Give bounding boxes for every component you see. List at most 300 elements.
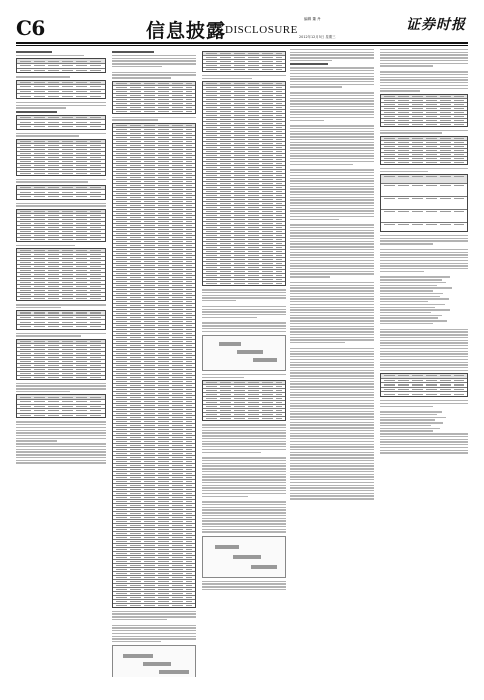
text-line [202, 493, 286, 494]
chart-bar [219, 342, 241, 346]
text-line [380, 238, 468, 239]
text-line [380, 74, 468, 75]
text-line [290, 70, 374, 71]
text-line [290, 323, 374, 324]
text-line [290, 243, 374, 244]
text-line [202, 374, 286, 375]
table-row [17, 69, 105, 73]
text-line [202, 531, 286, 532]
text-line [16, 383, 106, 384]
text-line [290, 54, 374, 55]
text-line [380, 77, 468, 78]
text-line [112, 641, 161, 642]
text-line [290, 230, 374, 231]
text-line [290, 81, 374, 82]
data-table [16, 80, 106, 99]
text-line [290, 150, 374, 151]
text-line [290, 328, 374, 329]
data-table [16, 58, 106, 73]
chart-bar [233, 555, 261, 559]
table-row [17, 414, 105, 418]
chart-bar [123, 654, 153, 658]
text-line [202, 424, 286, 425]
chart-bar [237, 350, 263, 354]
text-line [290, 290, 374, 291]
text-line [112, 613, 196, 614]
text-line [380, 88, 468, 89]
text-line [290, 142, 374, 143]
text-line [290, 378, 374, 379]
text-line [380, 132, 442, 133]
text-line [290, 331, 374, 332]
text-line [290, 375, 374, 376]
text-line [380, 63, 468, 64]
text-line [290, 84, 374, 85]
text-line [290, 103, 374, 104]
text-line [380, 79, 468, 80]
text-line [290, 128, 374, 129]
masthead [16, 14, 468, 42]
table-row [203, 282, 285, 285]
text-line [112, 627, 196, 628]
table-row [381, 123, 467, 126]
text-line [290, 216, 374, 217]
text-line [16, 438, 106, 439]
column-5 [380, 49, 468, 677]
text-line [290, 260, 374, 261]
text-line [380, 400, 468, 401]
text-line [290, 213, 374, 214]
text-line [380, 422, 443, 423]
masthead-rule [16, 42, 468, 44]
text-line [290, 449, 374, 450]
text-line [112, 636, 196, 637]
text-line [380, 430, 433, 431]
text-line [290, 342, 345, 343]
text-line [290, 161, 374, 162]
data-table [16, 248, 106, 301]
text-line [202, 300, 236, 301]
text-line [290, 457, 374, 458]
text-line [290, 208, 374, 209]
text-line [290, 111, 374, 112]
text-line [290, 114, 374, 115]
data-table [202, 51, 286, 72]
table-row [17, 172, 105, 175]
text-line [380, 271, 424, 272]
text-line [290, 100, 374, 101]
text-line [290, 73, 374, 74]
text-line [380, 57, 468, 58]
text-line [202, 518, 286, 519]
text-line [16, 421, 106, 422]
text-line [16, 454, 106, 455]
text-line [112, 77, 171, 78]
text-line [202, 435, 286, 436]
text-line [202, 474, 286, 475]
text-line [380, 342, 468, 343]
text-line [290, 493, 374, 494]
text-line [202, 463, 286, 464]
text-line [16, 205, 106, 206]
table-row [17, 238, 105, 241]
text-line [290, 334, 374, 335]
table-row [381, 392, 467, 396]
text-line [290, 241, 374, 242]
text-line [290, 397, 374, 398]
text-line [290, 257, 374, 258]
text-line [290, 246, 374, 247]
text-line [380, 254, 468, 255]
text-line [290, 224, 374, 225]
text-line [290, 403, 374, 404]
text-line [16, 304, 106, 305]
text-line [290, 205, 374, 206]
text-line [380, 276, 450, 277]
text-line [380, 54, 468, 55]
text-line [202, 449, 286, 450]
newspaper-logo: 证券时报 [406, 17, 466, 33]
table-row [17, 325, 105, 329]
text-line [290, 315, 374, 316]
text-line [202, 468, 286, 469]
text-line [380, 90, 420, 91]
text-line [290, 254, 374, 255]
text-line [290, 117, 374, 118]
text-line [202, 377, 244, 378]
date-line: 2012年12月5日 星期三 [299, 35, 336, 39]
table-row [381, 223, 467, 231]
text-line [290, 337, 374, 338]
text-line [290, 175, 374, 176]
text-line [290, 411, 374, 412]
text-line [290, 419, 374, 420]
text-line [16, 451, 106, 452]
text-line [202, 509, 286, 510]
text-line [380, 240, 468, 241]
text-line [290, 263, 374, 264]
text-line [290, 147, 374, 148]
table-row [381, 161, 467, 164]
text-line [380, 268, 468, 269]
data-table [380, 94, 468, 127]
text-line [202, 322, 286, 323]
text-line [16, 424, 106, 425]
text-line [380, 320, 447, 321]
text-line [202, 589, 286, 590]
text-line [112, 625, 196, 626]
data-table [380, 174, 468, 232]
text-line [16, 449, 106, 450]
text-line [380, 85, 468, 86]
text-line [290, 441, 374, 442]
text-line [290, 178, 374, 179]
text-line [290, 172, 374, 173]
text-line [290, 92, 374, 93]
data-table [112, 81, 196, 114]
text-line [16, 457, 106, 458]
data-table [16, 209, 106, 242]
text-line [202, 289, 286, 290]
text-line [290, 199, 374, 200]
text-line [380, 82, 468, 83]
text-line [380, 411, 442, 412]
text-line [290, 191, 374, 192]
text-line [290, 98, 374, 99]
text-line [202, 457, 286, 458]
text-line [290, 232, 374, 233]
text-line [202, 75, 286, 76]
text-line [202, 471, 286, 472]
text-line [380, 243, 433, 244]
flow-chart-image [202, 536, 286, 578]
text-line [380, 249, 468, 250]
text-line [290, 490, 374, 491]
text-line [290, 392, 374, 393]
text-line [202, 520, 286, 521]
text-line [290, 452, 374, 453]
text-line [290, 301, 374, 302]
text-line [202, 328, 286, 329]
text-line [290, 485, 374, 486]
text-line [16, 462, 106, 463]
text-line [290, 386, 374, 387]
text-line [202, 490, 286, 491]
text-line [380, 351, 468, 352]
text-line [290, 372, 374, 373]
text-line [16, 333, 106, 334]
text-line [380, 263, 468, 264]
process-chart-image [202, 335, 286, 371]
table-row [17, 376, 105, 379]
text-line [290, 235, 374, 236]
table-header-row [381, 175, 467, 184]
text-line [202, 507, 286, 508]
text-line [290, 362, 374, 363]
text-line [380, 60, 468, 61]
text-line [16, 203, 106, 204]
text-line [290, 106, 374, 107]
text-line [290, 309, 374, 310]
text-line [290, 326, 374, 327]
text-line [380, 49, 468, 50]
text-line [112, 611, 196, 612]
text-line [16, 245, 75, 246]
text-line [112, 630, 196, 631]
text-line [202, 325, 286, 326]
text-line [202, 482, 286, 483]
text-line [16, 443, 106, 444]
text-line [290, 487, 374, 488]
text-line [112, 66, 162, 67]
text-line [290, 454, 374, 455]
section-title: 信息披露 [146, 20, 227, 42]
text-line [202, 479, 286, 480]
data-table [16, 185, 106, 200]
text-line [290, 125, 374, 126]
text-line [290, 76, 374, 77]
text-line [16, 460, 106, 461]
editor-line: 编辑 董 丹 [304, 17, 321, 21]
text-line [290, 188, 374, 189]
text-line [290, 219, 339, 220]
text-line [380, 450, 468, 451]
text-line [16, 432, 106, 433]
text-line [380, 406, 433, 407]
text-line [380, 433, 468, 434]
text-line [112, 58, 196, 59]
column-4 [290, 49, 374, 677]
text-line [202, 529, 286, 530]
text-line [16, 135, 79, 136]
text-line [290, 463, 374, 464]
text-line [290, 285, 374, 286]
text-line [290, 268, 374, 269]
text-line [202, 487, 286, 488]
text-line [290, 438, 374, 439]
text-line [380, 441, 468, 442]
text-line [380, 436, 468, 437]
text-line [16, 307, 61, 308]
page-number: C6 [16, 16, 45, 40]
text-line [380, 71, 468, 72]
text-line [112, 55, 196, 56]
text-line [380, 257, 468, 258]
text-line [16, 388, 106, 389]
text-line [16, 107, 66, 108]
text-line [290, 271, 374, 272]
text-line [380, 287, 452, 288]
text-line [290, 348, 374, 349]
text-line [202, 496, 248, 497]
text-line [290, 370, 374, 371]
text-line [290, 468, 374, 469]
text-line [290, 120, 324, 121]
text-line [290, 307, 374, 308]
text-line [290, 498, 374, 499]
text-line [290, 293, 374, 294]
text-line [290, 210, 374, 211]
text-line [112, 60, 196, 61]
text-line [290, 408, 374, 409]
text-line [290, 356, 374, 357]
text-line [202, 485, 286, 486]
text-line [202, 586, 286, 587]
text-line [202, 512, 286, 513]
text-line [290, 433, 374, 434]
section-title-en: DISCLOSURE [225, 24, 298, 36]
text-line [380, 282, 446, 283]
text-line [380, 168, 468, 169]
text-line [380, 331, 468, 332]
column-3 [202, 49, 286, 677]
text-line [202, 526, 286, 527]
data-table [380, 373, 468, 397]
text-line [380, 362, 468, 363]
text-line [380, 309, 450, 310]
data-table [16, 339, 106, 380]
text-line [290, 413, 374, 414]
text-line [290, 317, 374, 318]
text-line [290, 383, 374, 384]
text-line [290, 427, 374, 428]
text-line [16, 427, 106, 428]
text-line [380, 290, 433, 291]
text-line [290, 304, 374, 305]
text-line [202, 309, 286, 310]
text-line [380, 252, 468, 253]
text-line [380, 353, 468, 354]
text-line [380, 425, 431, 426]
text-line [290, 249, 374, 250]
section-heading [112, 51, 154, 53]
text-line [290, 351, 374, 352]
text-line [380, 417, 446, 418]
text-line [380, 403, 468, 404]
text-line [290, 133, 374, 134]
text-line [380, 359, 468, 360]
text-line [290, 320, 374, 321]
column-1 [16, 49, 106, 677]
text-line [202, 331, 286, 332]
text-line [290, 183, 374, 184]
text-line [380, 301, 428, 302]
text-line [290, 298, 374, 299]
text-line [290, 265, 374, 266]
text-line [16, 105, 106, 106]
text-line [290, 416, 374, 417]
text-line [380, 414, 437, 415]
text-line [380, 293, 443, 294]
text-line [202, 427, 286, 428]
text-line [202, 465, 286, 466]
text-line [380, 130, 468, 131]
text-line [380, 304, 445, 305]
chart-bar [143, 662, 171, 666]
table-row [381, 197, 467, 210]
text-line [202, 78, 252, 79]
text-line [290, 158, 374, 159]
text-line [290, 131, 374, 132]
table-row [17, 297, 105, 300]
text-line [380, 317, 438, 318]
text-line [290, 60, 332, 61]
text-line [290, 389, 374, 390]
text-line [112, 119, 158, 120]
text-line [290, 139, 374, 140]
section-heading [290, 63, 328, 65]
text-line [202, 583, 286, 584]
text-line [380, 439, 468, 440]
text-line [380, 452, 468, 453]
text-line [380, 447, 468, 448]
section-heading [16, 51, 52, 53]
text-line [290, 405, 374, 406]
table-row [381, 184, 467, 197]
chart-bar [253, 358, 277, 362]
text-line [202, 306, 286, 307]
table-row [17, 195, 105, 199]
text-line [380, 312, 431, 313]
text-line [202, 476, 286, 477]
text-line [202, 438, 286, 439]
chart-bar [251, 565, 277, 569]
text-line [202, 452, 261, 453]
text-line [16, 440, 57, 441]
table-row [113, 110, 195, 113]
text-line [380, 265, 468, 266]
text-line [290, 476, 374, 477]
